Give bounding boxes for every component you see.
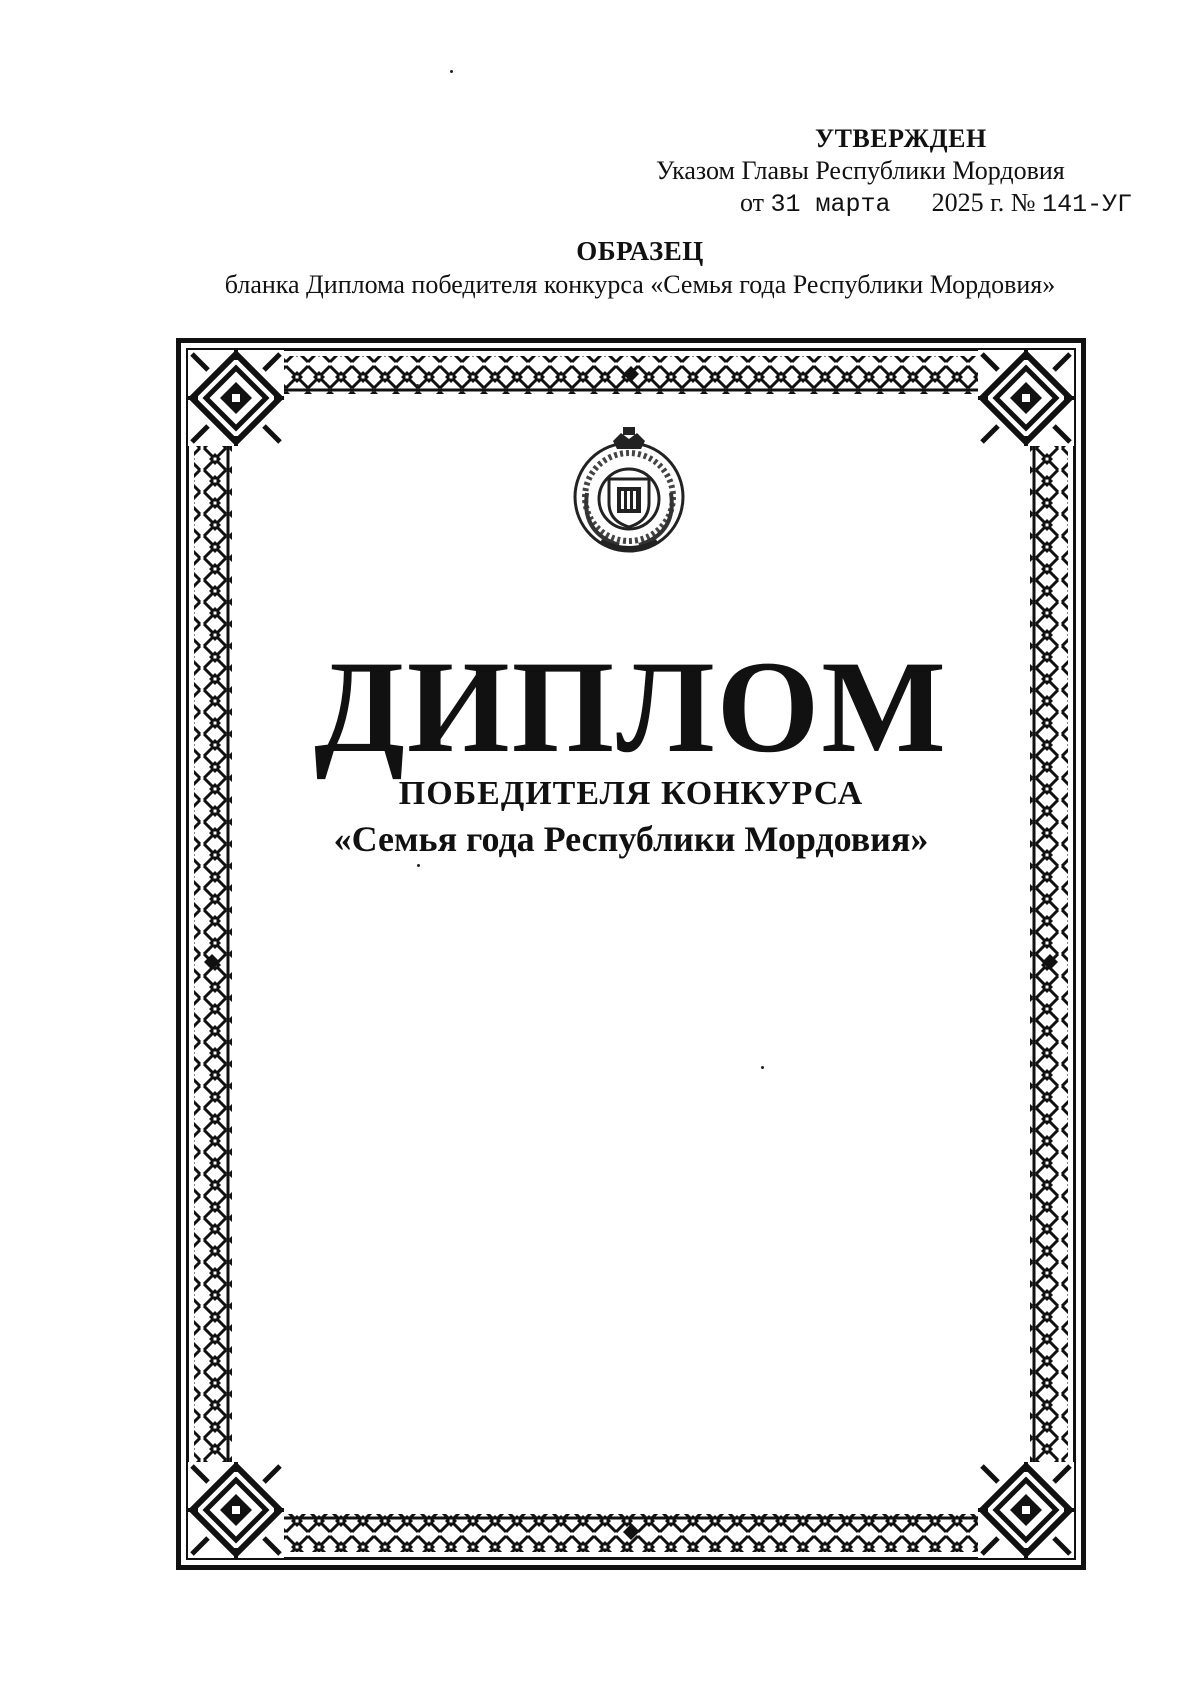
diploma-heading: ДИПЛОМ <box>314 633 948 780</box>
decree-date-line <box>740 188 1132 220</box>
decree-date: 31 марта <box>770 190 891 219</box>
scan-speck <box>416 384 419 387</box>
mordovia-coat-of-arms-icon <box>561 423 697 559</box>
diploma-subtitle-winner: ПОБЕДИТЕЛЯ КОНКУРСА <box>398 775 864 812</box>
scan-speck <box>761 1066 764 1069</box>
sample-subtitle: бланка Диплома победителя конкурса «Семья года Республики Мордовия» <box>224 270 1056 299</box>
scan-speck <box>450 70 453 73</box>
decree-number: 141-УГ <box>1042 190 1133 219</box>
date-prefix: от <box>740 188 765 217</box>
diploma-subtitle-contest: «Семья года Республики Мордовия» <box>333 819 929 859</box>
approved-label: УТВЕРЖДЕН <box>815 124 987 153</box>
scan-speck <box>417 864 420 867</box>
decree-line: Указом Главы Республики Мордовия <box>656 156 1065 185</box>
sample-title: ОБРАЗЕЦ <box>576 236 704 266</box>
decree-year: 2025 г. № <box>931 188 1036 217</box>
